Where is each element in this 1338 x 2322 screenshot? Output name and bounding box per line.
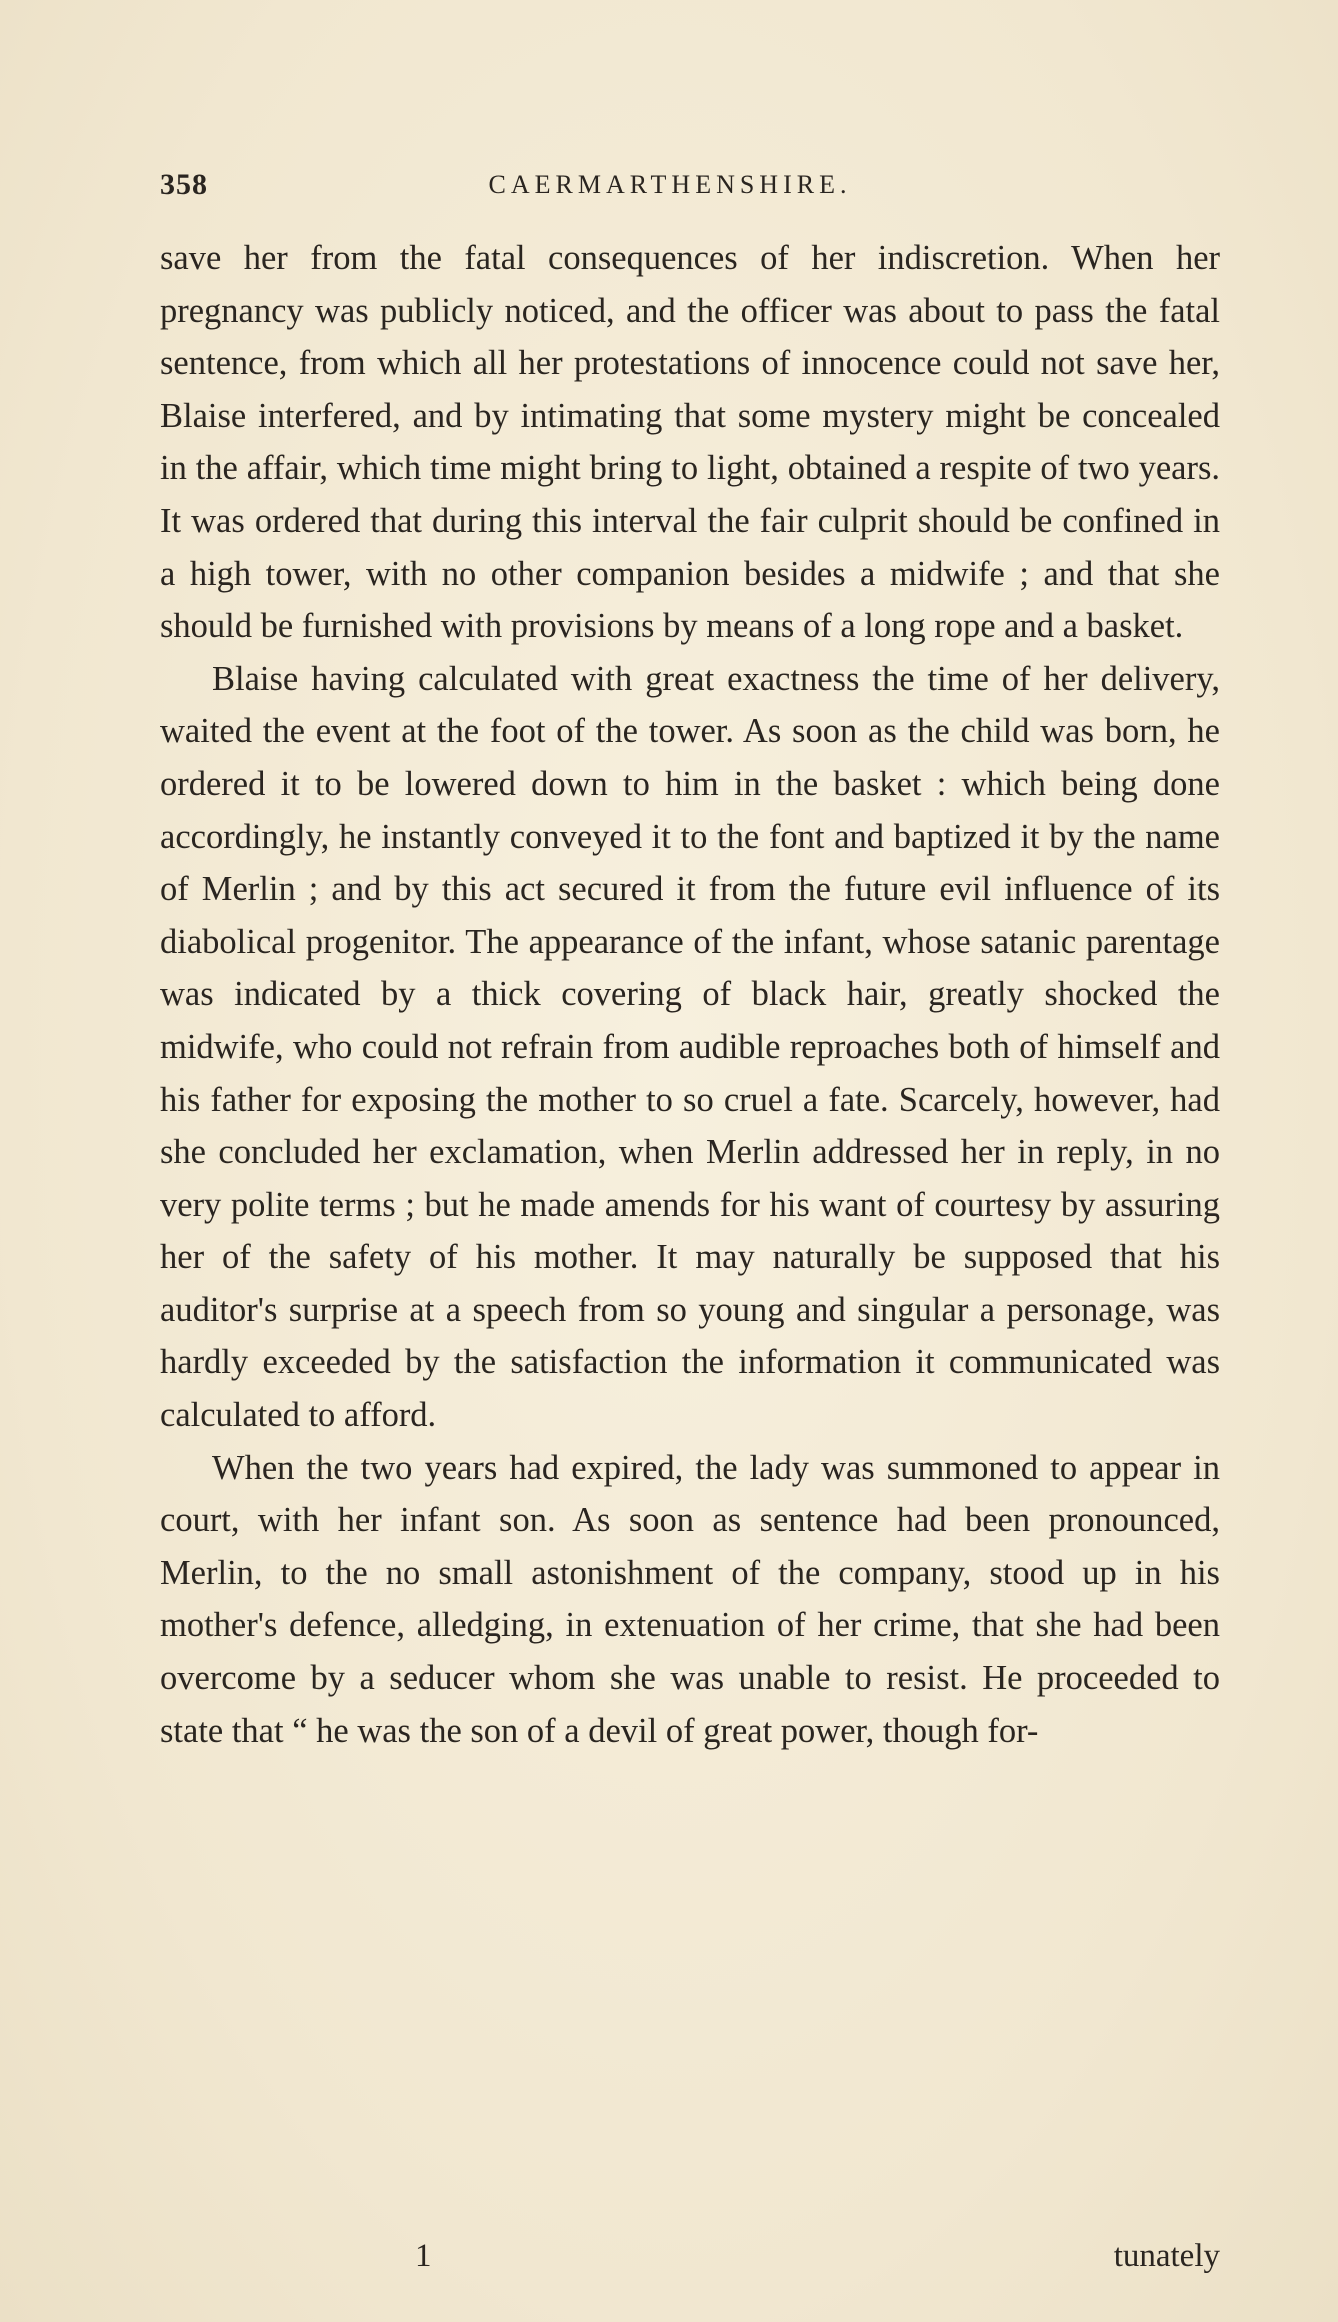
signature-mark: 1 xyxy=(415,2238,432,2274)
paragraph-1: save her from the fatal consequences of her indiscretion. When her pregnancy was publicly noticed, and the officer was about to pass the fatal sentence, from which all her protestations of innocence could not save her, Blaise interfered, and by intimating that some mystery might be concealed in the affair, which time might bring to light, obtained a respite of two years. It was ordered that during this interval the fair culprit should be confined in a high tower, with no other companion besides a midwife ; and that she should be furnished with provisions by means of a long rope and a basket. xyxy=(160,239,1220,646)
paragraph-2: Blaise having calculated with great exactness the time of her delivery, waited the event at the foot of the tower. As soon as the child was born, he ordered it to be lowered down to him in the basket : which being done accordingly, he instantly conveyed it to the font and baptized it by the name of Merlin ; and by this act secured it from the future evil influence of its diabolical progenitor. The appearance of the infant, whose satanic parentage was indicated by a thick covering of black hair, greatly shocked the midwife, who could not refrain from audible reproaches both of himself and his father for exposing the mother to so cruel a fate. Scarcely, however, had she concluded her exclamation, when Merlin addressed her in reply, in no very polite terms ; but he made amends for his want of courtesy by assuring her of the safety of his mother. It may naturally be supposed that his auditor's surprise at a speech from so young and singular a personage, was hardly exceeded by the satisfaction the information it communicated was calculated to afford. xyxy=(160,659,1220,1435)
body-text xyxy=(160,232,1220,1757)
page-footer xyxy=(160,2238,1220,2288)
catchword: tunately xyxy=(1113,2238,1220,2274)
running-head: CAERMARTHENSHIRE. xyxy=(488,170,852,199)
page-number: 358 xyxy=(160,168,208,201)
page-header xyxy=(160,168,1240,208)
paragraph-3: When the two years had expired, the lady was summoned to appear in court, with her infant son. As soon as sentence had been pronounced, Merlin, to the no small astonishment of the company, stood up in his mother's defence, alledging, in extenuation of her crime, that she had been overcome by a seducer whom she was unable to resist. He proceeded to state that “ he was the son of a devil of great power, though for- xyxy=(160,1448,1220,1750)
